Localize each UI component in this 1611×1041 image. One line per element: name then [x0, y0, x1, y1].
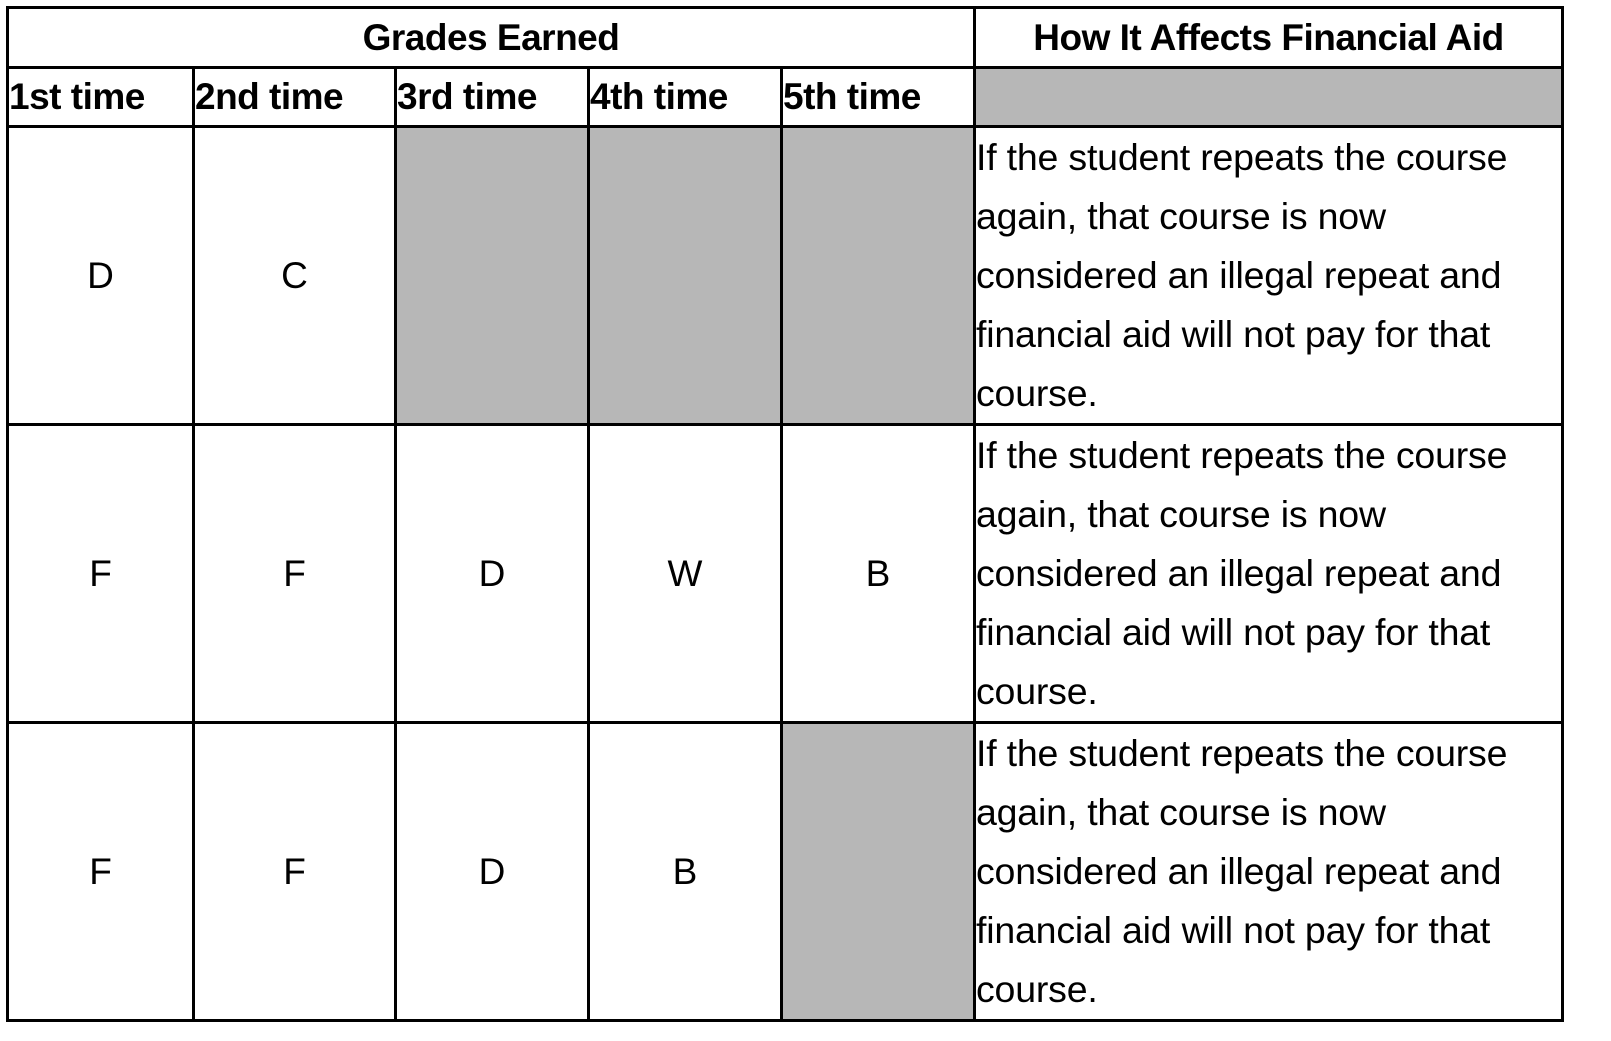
- column-header-row: [8, 68, 1563, 127]
- grade-cell-5th-empty: [782, 127, 975, 425]
- grade-cell-1st: D: [8, 127, 194, 425]
- group-header-row: [8, 8, 1563, 68]
- column-header-1st-time: 1st time: [8, 68, 194, 127]
- grade-cell-1st: F: [8, 723, 194, 1021]
- financial-aid-repeat-table: [6, 6, 1564, 1022]
- grade-cell-3rd-empty: [396, 127, 589, 425]
- grade-cell-3rd: D: [396, 425, 589, 723]
- column-header-3rd-time: 3rd time: [396, 68, 589, 127]
- grades-earned-header: Grades Earned: [8, 8, 975, 68]
- financial-aid-effect-header: How It Affects Financial Aid: [975, 8, 1563, 68]
- column-header-2nd-time: 2nd time: [194, 68, 396, 127]
- table-row: [8, 425, 1563, 723]
- grade-cell-4th-empty: [589, 127, 782, 425]
- column-header-effect-blank: [975, 68, 1563, 127]
- financial-aid-effect-text: If the student repeats the course again, that course is now considered an illegal repeat and financial aid will not pay for that course.: [975, 425, 1563, 723]
- table-row: [8, 723, 1563, 1021]
- grade-cell-5th-empty: [782, 723, 975, 1021]
- grade-cell-3rd: D: [396, 723, 589, 1021]
- grade-cell-2nd: F: [194, 425, 396, 723]
- grade-cell-4th: W: [589, 425, 782, 723]
- financial-aid-effect-text: If the student repeats the course again, that course is now considered an illegal repeat and financial aid will not pay for that course.: [975, 723, 1563, 1021]
- grade-cell-2nd: C: [194, 127, 396, 425]
- financial-aid-effect-text: If the student repeats the course again, that course is now considered an illegal repeat and financial aid will not pay for that course.: [975, 127, 1563, 425]
- grade-cell-4th: B: [589, 723, 782, 1021]
- column-header-4th-time: 4th time: [589, 68, 782, 127]
- grade-cell-2nd: F: [194, 723, 396, 1021]
- grade-cell-5th: B: [782, 425, 975, 723]
- table-row: [8, 127, 1563, 425]
- grade-cell-1st: F: [8, 425, 194, 723]
- column-header-5th-time: 5th time: [782, 68, 975, 127]
